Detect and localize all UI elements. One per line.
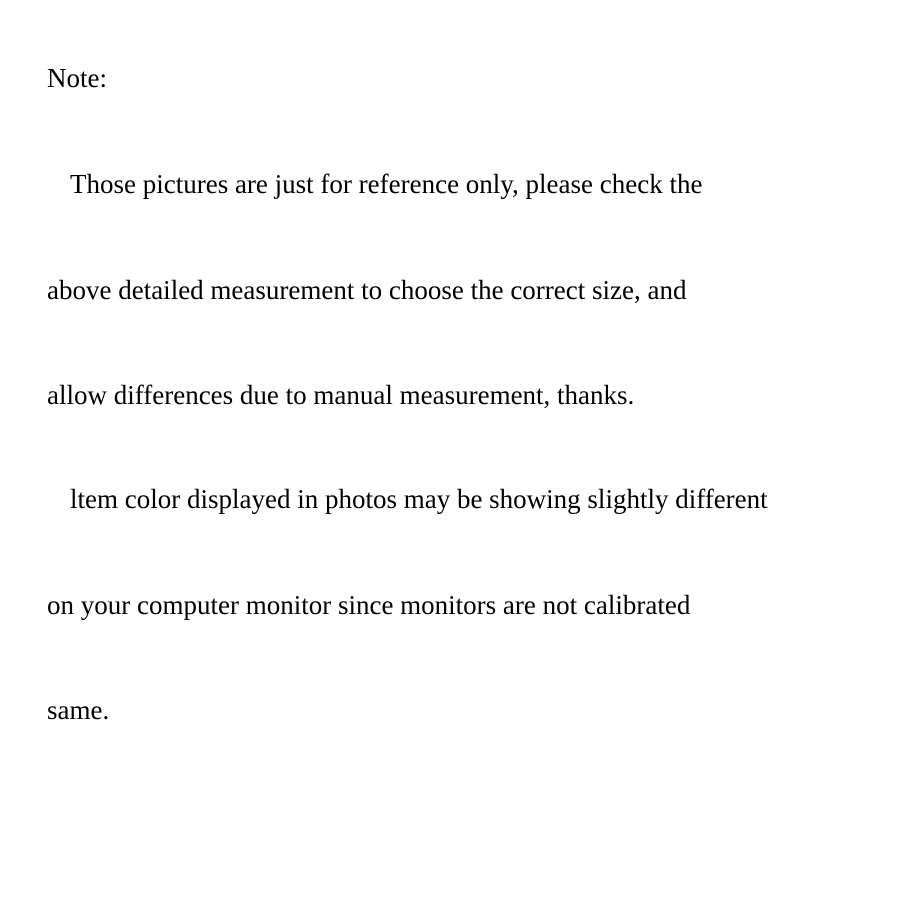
note-heading: Note: [47, 63, 107, 93]
note-line-2: above detailed measurement to choose the correct size, and [47, 275, 687, 305]
note-line-1: Those pictures are just for reference only, please check the [70, 169, 703, 199]
note-line-6: same. [47, 695, 110, 725]
note-line-3: allow differences due to manual measurement, thanks. [47, 380, 635, 410]
note-line-5: on your computer monitor since monitors are not calibrated [47, 590, 691, 620]
note-line-4: ltem color displayed in photos may be showing slightly different [70, 484, 768, 514]
